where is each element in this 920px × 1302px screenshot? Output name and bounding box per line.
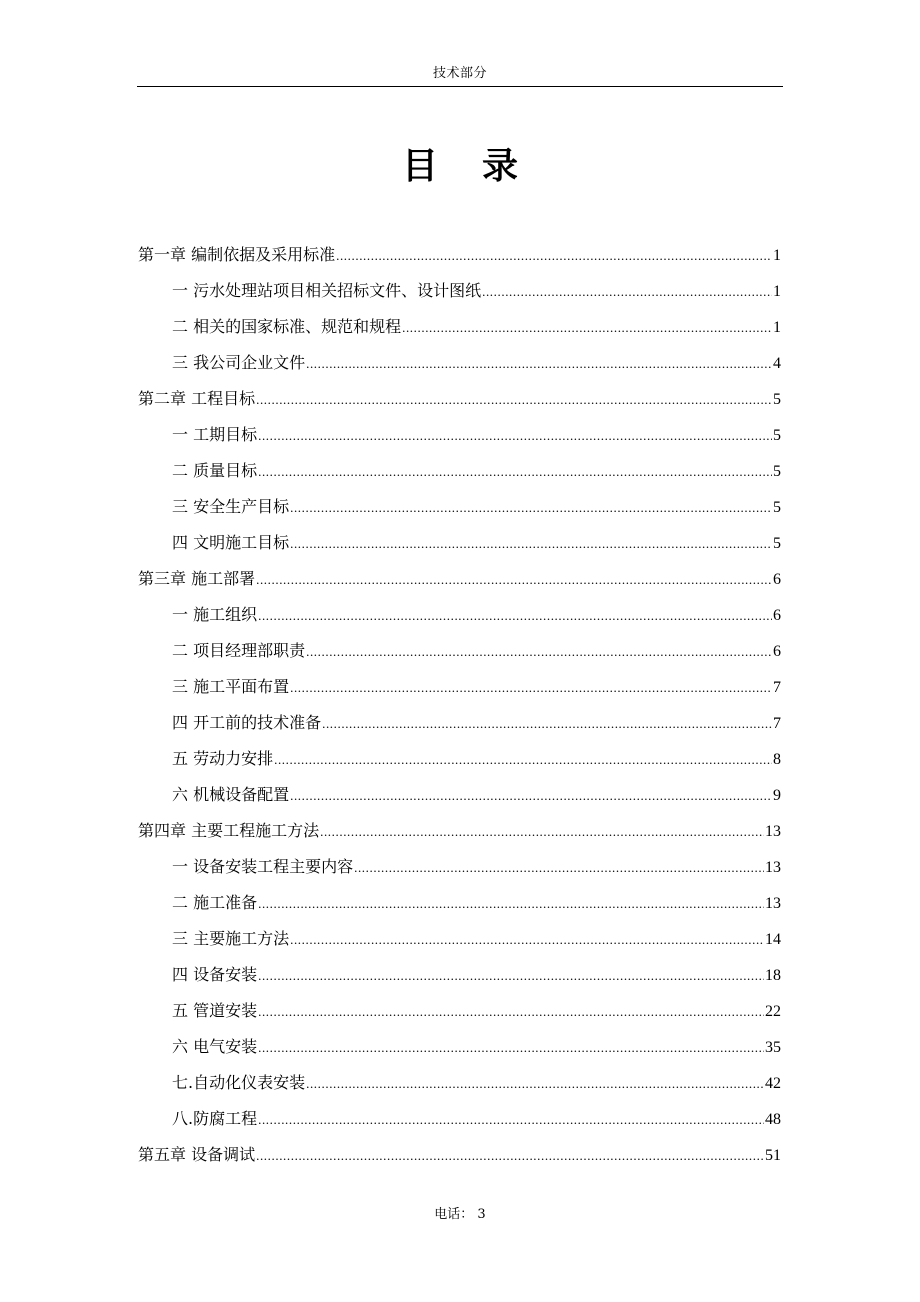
toc-entry-label: 第四章 主要工程施工方法 — [138, 821, 320, 840]
toc-page-number: 13 — [765, 823, 781, 840]
toc-page-number: 9 — [773, 787, 781, 804]
toc-page-number: 8 — [773, 751, 781, 768]
toc-section-entry[interactable] — [138, 453, 781, 489]
toc-dot-leader — [258, 598, 772, 634]
toc-page-number: 18 — [765, 967, 781, 984]
toc-section-entry[interactable] — [138, 777, 781, 813]
toc-section-entry[interactable] — [138, 273, 781, 309]
toc-dot-leader — [258, 886, 764, 922]
toc-dot-leader — [258, 958, 764, 994]
toc-page-number: 13 — [765, 859, 781, 876]
page-title: 目录 — [401, 145, 562, 187]
toc-page-number: 13 — [765, 895, 781, 912]
page-header — [137, 64, 783, 87]
toc-section-entry[interactable] — [138, 993, 781, 1029]
toc-dot-leader — [256, 1138, 764, 1174]
toc-page-number: 4 — [773, 355, 781, 372]
toc-chapter-entry[interactable] — [138, 237, 781, 273]
toc-dot-leader — [482, 274, 772, 310]
toc-section-entry[interactable] — [138, 921, 781, 957]
toc-entry-label: 第三章 施工部署 — [138, 569, 256, 588]
toc-dot-leader — [258, 994, 764, 1030]
toc-dot-leader — [258, 454, 772, 490]
toc-entry-label: 五 劳动力安排 — [172, 749, 274, 768]
toc-section-entry[interactable] — [138, 957, 781, 993]
toc-entry-label: 三 施工平面布置 — [172, 677, 290, 696]
toc-section-entry[interactable] — [138, 885, 781, 921]
toc-page-number: 35 — [765, 1039, 781, 1056]
toc-dot-leader — [290, 778, 772, 814]
toc-section-entry[interactable] — [138, 1101, 781, 1137]
toc-dot-leader — [320, 814, 764, 850]
toc-section-entry[interactable] — [138, 489, 781, 525]
toc-entry-label: 四 文明施工目标 — [172, 533, 290, 552]
toc-entry-label: 七.自动化仪表安装 — [172, 1073, 306, 1092]
toc-dot-leader — [336, 238, 772, 274]
toc-section-entry[interactable] — [138, 525, 781, 561]
toc-page-number: 1 — [773, 283, 781, 300]
toc-dot-leader — [290, 526, 772, 562]
toc-dot-leader — [354, 850, 764, 886]
toc-page-number: 1 — [773, 319, 781, 336]
toc-page-number: 42 — [765, 1075, 781, 1092]
toc-section-entry[interactable] — [138, 633, 781, 669]
toc-entry-label: 六 电气安装 — [172, 1037, 258, 1056]
toc-section-entry[interactable] — [138, 417, 781, 453]
toc-entry-label: 六 机械设备配置 — [172, 785, 290, 804]
toc-dot-leader — [306, 634, 772, 670]
toc-entry-label: 四 设备安装 — [172, 965, 258, 984]
toc-dot-leader — [290, 490, 772, 526]
toc-entry-label: 二 质量目标 — [172, 461, 258, 480]
toc-entry-label: 五 管道安装 — [172, 1001, 258, 1020]
toc-entry-label: 二 相关的国家标准、规范和规程 — [172, 317, 402, 336]
toc-section-entry[interactable] — [138, 597, 781, 633]
toc-entry-label: 一 工期目标 — [172, 425, 258, 444]
toc-entry-label: 二 施工准备 — [172, 893, 258, 912]
toc-page-number: 6 — [773, 607, 781, 624]
toc-entry-label: 一 污水处理站项目相关招标文件、设计图纸 — [172, 281, 482, 300]
toc-page-number: 5 — [773, 391, 781, 408]
toc-section-entry[interactable] — [138, 705, 781, 741]
toc-chapter-entry[interactable] — [138, 381, 781, 417]
toc-page-number: 5 — [773, 499, 781, 516]
toc-page-number: 6 — [773, 643, 781, 660]
toc-page-number: 7 — [773, 715, 781, 732]
toc-page-number: 5 — [773, 463, 781, 480]
toc-dot-leader — [306, 346, 772, 382]
toc-page-number: 14 — [765, 931, 781, 948]
toc-page-number: 51 — [765, 1147, 781, 1164]
toc-page-number: 6 — [773, 571, 781, 588]
toc-dot-leader — [256, 562, 772, 598]
toc-page-number: 5 — [773, 535, 781, 552]
toc-entry-label: 八.防腐工程 — [172, 1109, 258, 1128]
toc-page-number: 1 — [773, 247, 781, 264]
toc-entry-label: 三 我公司企业文件 — [172, 353, 306, 372]
toc-entry-label: 三 安全生产目标 — [172, 497, 290, 516]
toc-dot-leader — [274, 742, 772, 778]
table-of-contents — [138, 237, 781, 1173]
toc-entry-label: 第二章 工程目标 — [138, 389, 256, 408]
toc-section-entry[interactable] — [138, 741, 781, 777]
toc-page-number: 5 — [773, 427, 781, 444]
toc-dot-leader — [290, 922, 764, 958]
toc-entry-label: 第一章 编制依据及采用标准 — [138, 245, 336, 264]
toc-chapter-entry[interactable] — [138, 813, 781, 849]
header-text: 技术部分 — [432, 66, 487, 81]
toc-dot-leader — [258, 1030, 764, 1066]
toc-dot-leader — [256, 382, 772, 418]
toc-page-number: 7 — [773, 679, 781, 696]
toc-dot-leader — [258, 418, 772, 454]
toc-entry-label: 三 主要施工方法 — [172, 929, 290, 948]
toc-dot-leader — [322, 706, 772, 742]
toc-section-entry[interactable] — [138, 1029, 781, 1065]
toc-section-entry[interactable] — [138, 1065, 781, 1101]
toc-dot-leader — [306, 1066, 764, 1102]
toc-dot-leader — [258, 1102, 764, 1138]
toc-section-entry[interactable] — [138, 669, 781, 705]
toc-dot-leader — [290, 670, 772, 706]
page-footer: 电话： 3 — [434, 1207, 486, 1222]
toc-entry-label: 一 施工组织 — [172, 605, 258, 624]
toc-section-entry[interactable] — [138, 849, 781, 885]
toc-chapter-entry[interactable] — [138, 561, 781, 597]
toc-section-entry[interactable] — [138, 345, 781, 381]
toc-section-entry[interactable] — [138, 309, 781, 345]
toc-entry-label: 四 开工前的技术准备 — [172, 713, 322, 732]
toc-entry-label: 第五章 设备调试 — [138, 1145, 256, 1164]
toc-entry-label: 一 设备安装工程主要内容 — [172, 857, 354, 876]
toc-entry-label: 二 项目经理部职责 — [172, 641, 306, 660]
toc-dot-leader — [402, 310, 772, 346]
toc-page-number: 48 — [765, 1111, 781, 1128]
toc-chapter-entry[interactable] — [138, 1137, 781, 1173]
toc-page-number: 22 — [765, 1003, 781, 1020]
